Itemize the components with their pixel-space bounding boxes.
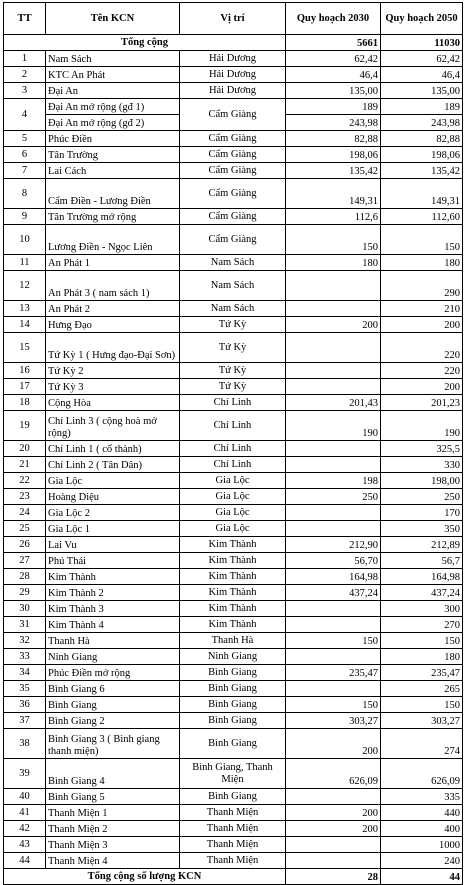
cell-location: Gia Lộc — [180, 505, 286, 521]
table-row — [4, 83, 463, 99]
cell-plan-2030 — [286, 617, 381, 633]
cell-location: Cẩm Giàng — [180, 163, 286, 179]
cell-location: Tứ Kỳ — [180, 333, 286, 363]
header-tt: TT — [4, 3, 46, 35]
cell-plan-2030: 149,31 — [286, 179, 381, 209]
cell-name: Gia Lộc — [46, 473, 180, 489]
cell-location: Gia Lộc — [180, 521, 286, 537]
cell-plan-2030 — [286, 853, 381, 869]
table-row — [4, 441, 463, 457]
cell-tt: 23 — [4, 489, 46, 505]
cell-plan-2030: 135,00 — [286, 83, 381, 99]
cell-tt: 37 — [4, 713, 46, 729]
cell-location: Ninh Giang — [180, 649, 286, 665]
cell-location: Chí Linh — [180, 441, 286, 457]
table-row — [4, 569, 463, 585]
cell-name: Kim Thành 2 — [46, 585, 180, 601]
table-row — [4, 759, 463, 789]
cell-plan-2050: 274 — [381, 729, 463, 759]
cell-location: Bình Giang — [180, 789, 286, 805]
cell-plan-2030: 243,98 — [286, 115, 381, 131]
table-row — [4, 649, 463, 665]
cell-plan-2030: 626,09 — [286, 759, 381, 789]
table-row — [4, 411, 463, 441]
cell-tt: 9 — [4, 209, 46, 225]
cell-plan-2050: 135,00 — [381, 83, 463, 99]
cell-plan-2050: 150 — [381, 225, 463, 255]
cell-name: Bình Giang 2 — [46, 713, 180, 729]
cell-plan-2050: 189 — [381, 99, 463, 115]
cell-tt: 36 — [4, 697, 46, 713]
cell-name: Gia Lộc 2 — [46, 505, 180, 521]
table-row — [4, 521, 463, 537]
table-row — [4, 317, 463, 333]
cell-location: Nam Sách — [180, 271, 286, 301]
cell-location: Bình Giang — [180, 665, 286, 681]
cell-plan-2030: 201,43 — [286, 395, 381, 411]
cell-plan-2030: 82,88 — [286, 131, 381, 147]
cell-plan-2030 — [286, 333, 381, 363]
table-row — [4, 363, 463, 379]
cell-location: Kim Thành — [180, 569, 286, 585]
table-row — [4, 729, 463, 759]
cell-tt: 27 — [4, 553, 46, 569]
table-row — [4, 553, 463, 569]
cell-location: Bình Giang — [180, 713, 286, 729]
cell-tt: 26 — [4, 537, 46, 553]
cell-name: Kim Thành 4 — [46, 617, 180, 633]
cell-plan-2050: 200 — [381, 379, 463, 395]
cell-tt: 16 — [4, 363, 46, 379]
table-row — [4, 821, 463, 837]
cell-tt: 42 — [4, 821, 46, 837]
total-label: Tổng cộng — [4, 35, 286, 51]
cell-tt: 31 — [4, 617, 46, 633]
cell-plan-2030 — [286, 441, 381, 457]
cell-name: Phúc Điền — [46, 131, 180, 147]
table-row — [4, 333, 463, 363]
cell-tt: 24 — [4, 505, 46, 521]
cell-plan-2030 — [286, 789, 381, 805]
cell-name: Cộng Hòa — [46, 395, 180, 411]
cell-location: Kim Thành — [180, 585, 286, 601]
cell-name: Hoàng Diệu — [46, 489, 180, 505]
cell-tt: 13 — [4, 301, 46, 317]
cell-name: Ninh Giang — [46, 649, 180, 665]
cell-name: Chí Linh 1 ( cổ thành) — [46, 441, 180, 457]
cell-tt: 44 — [4, 853, 46, 869]
cell-name: Tứ Kỳ 1 ( Hưng đạo-Đại Sơn) — [46, 333, 180, 363]
cell-name: Thanh Miện 2 — [46, 821, 180, 837]
cell-plan-2050: 198,00 — [381, 473, 463, 489]
cell-tt: 5 — [4, 131, 46, 147]
cell-tt: 8 — [4, 179, 46, 209]
cell-location: Thanh Hà — [180, 633, 286, 649]
cell-location: Cẩm Giàng — [180, 179, 286, 209]
cell-location: Tứ Kỳ — [180, 363, 286, 379]
cell-tt: 6 — [4, 147, 46, 163]
table-row — [4, 179, 463, 209]
header-location: Vị trí — [180, 3, 286, 35]
cell-plan-2030: 250 — [286, 489, 381, 505]
cell-plan-2050: 350 — [381, 521, 463, 537]
cell-plan-2030: 112,6 — [286, 209, 381, 225]
table-row — [4, 537, 463, 553]
cell-plan-2050: 170 — [381, 505, 463, 521]
table-row — [4, 271, 463, 301]
cell-plan-2050: 200 — [381, 317, 463, 333]
header-name: Tên KCN — [46, 3, 180, 35]
cell-plan-2030: 150 — [286, 697, 381, 713]
cell-plan-2050: 243,98 — [381, 115, 463, 131]
cell-plan-2030 — [286, 837, 381, 853]
table-row — [4, 713, 463, 729]
cell-plan-2050: 626,09 — [381, 759, 463, 789]
table-row — [4, 67, 463, 83]
cell-plan-2030 — [286, 457, 381, 473]
cell-tt: 7 — [4, 163, 46, 179]
cell-plan-2050: 335 — [381, 789, 463, 805]
cell-name: Thanh Miện 4 — [46, 853, 180, 869]
cell-tt: 38 — [4, 729, 46, 759]
cell-location: Hải Dương — [180, 83, 286, 99]
table-row — [4, 209, 463, 225]
cell-plan-2030 — [286, 681, 381, 697]
cell-tt: 34 — [4, 665, 46, 681]
cell-tt: 11 — [4, 255, 46, 271]
cell-name: Lai Vu — [46, 537, 180, 553]
cell-plan-2030 — [286, 363, 381, 379]
cell-location: Cẩm Giàng — [180, 225, 286, 255]
cell-plan-2050: 190 — [381, 411, 463, 441]
cell-tt: 12 — [4, 271, 46, 301]
cell-plan-2050: 201,23 — [381, 395, 463, 411]
cell-plan-2030: 212,90 — [286, 537, 381, 553]
cell-tt: 14 — [4, 317, 46, 333]
cell-name: Chí Linh 3 ( cộng hoà mở rộng) — [46, 411, 180, 441]
cell-plan-2030 — [286, 601, 381, 617]
cell-tt: 3 — [4, 83, 46, 99]
cell-plan-2050: 150 — [381, 633, 463, 649]
table-row — [4, 789, 463, 805]
cell-plan-2030: 437,24 — [286, 585, 381, 601]
cell-name: Tứ Kỳ 3 — [46, 379, 180, 395]
cell-tt: 4 — [4, 99, 46, 131]
cell-name: Bình Giang 5 — [46, 789, 180, 805]
table-row — [4, 585, 463, 601]
cell-tt: 25 — [4, 521, 46, 537]
cell-plan-2050: 290 — [381, 271, 463, 301]
cell-plan-2050: 180 — [381, 255, 463, 271]
cell-plan-2050: 1000 — [381, 837, 463, 853]
cell-plan-2030 — [286, 301, 381, 317]
cell-plan-2050: 303,27 — [381, 713, 463, 729]
cell-plan-2050: 180 — [381, 649, 463, 665]
cell-plan-2050: 149,31 — [381, 179, 463, 209]
table-row — [4, 697, 463, 713]
cell-plan-2050: 265 — [381, 681, 463, 697]
cell-location: Cẩm Giàng — [180, 209, 286, 225]
cell-tt: 18 — [4, 395, 46, 411]
footer-total-row — [4, 869, 463, 885]
cell-plan-2050: 235,47 — [381, 665, 463, 681]
cell-tt: 33 — [4, 649, 46, 665]
cell-location: Kim Thành — [180, 537, 286, 553]
cell-name: An Phát 1 — [46, 255, 180, 271]
cell-plan-2050: 220 — [381, 363, 463, 379]
cell-name: KTC An Phát — [46, 67, 180, 83]
cell-plan-2030 — [286, 379, 381, 395]
table-row — [4, 457, 463, 473]
cell-tt: 30 — [4, 601, 46, 617]
table-row — [4, 853, 463, 869]
cell-name: Kim Thành 3 — [46, 601, 180, 617]
cell-plan-2050: 164,98 — [381, 569, 463, 585]
table-row — [4, 665, 463, 681]
cell-name: Gia Lộc 1 — [46, 521, 180, 537]
cell-plan-2050: 150 — [381, 697, 463, 713]
cell-location: Cẩm Giàng — [180, 99, 286, 131]
table-row — [4, 379, 463, 395]
cell-location: Tứ Kỳ — [180, 317, 286, 333]
cell-location: Nam Sách — [180, 301, 286, 317]
cell-name: Thanh Miện 1 — [46, 805, 180, 821]
cell-name: An Phát 3 ( nam sách 1) — [46, 271, 180, 301]
cell-plan-2030: 164,98 — [286, 569, 381, 585]
cell-location: Cẩm Giàng — [180, 147, 286, 163]
header-plan-2050: Quy hoạch 2050 — [381, 3, 463, 35]
cell-plan-2050: 330 — [381, 457, 463, 473]
header-plan-2030: Quy hoạch 2030 — [286, 3, 381, 35]
cell-location: Chí Linh — [180, 457, 286, 473]
cell-plan-2050: 56,7 — [381, 553, 463, 569]
cell-tt: 29 — [4, 585, 46, 601]
footer-2030: 28 — [286, 869, 381, 885]
cell-plan-2030 — [286, 649, 381, 665]
cell-name: Phú Thái — [46, 553, 180, 569]
cell-plan-2050: 300 — [381, 601, 463, 617]
cell-tt: 22 — [4, 473, 46, 489]
cell-name: Kim Thành — [46, 569, 180, 585]
cell-tt: 21 — [4, 457, 46, 473]
cell-plan-2030 — [286, 521, 381, 537]
cell-location: Gia Lộc — [180, 489, 286, 505]
cell-plan-2030: 135,42 — [286, 163, 381, 179]
cell-location: Bình Giang — [180, 681, 286, 697]
footer-label: Tổng cộng số lượng KCN — [4, 869, 286, 885]
cell-plan-2030: 303,27 — [286, 713, 381, 729]
cell-name: Tứ Kỳ 2 — [46, 363, 180, 379]
cell-name: Tân Trường — [46, 147, 180, 163]
cell-plan-2050: 210 — [381, 301, 463, 317]
cell-plan-2030: 189 — [286, 99, 381, 115]
table-row — [4, 301, 463, 317]
cell-tt: 28 — [4, 569, 46, 585]
table-row — [4, 681, 463, 697]
cell-name: Hưng Đạo — [46, 317, 180, 333]
cell-tt: 40 — [4, 789, 46, 805]
cell-name: Bình Giang — [46, 697, 180, 713]
cell-tt: 1 — [4, 51, 46, 67]
cell-plan-2050: 198,06 — [381, 147, 463, 163]
cell-plan-2030: 235,47 — [286, 665, 381, 681]
cell-tt: 2 — [4, 67, 46, 83]
cell-tt: 39 — [4, 759, 46, 789]
cell-tt: 19 — [4, 411, 46, 441]
cell-location: Bình Giang, Thanh Miện — [180, 759, 286, 789]
cell-tt: 43 — [4, 837, 46, 853]
cell-name: Thanh Miện 3 — [46, 837, 180, 853]
cell-plan-2030: 200 — [286, 317, 381, 333]
cell-name: Lương Điền - Ngọc Liên — [46, 225, 180, 255]
table-row — [4, 617, 463, 633]
cell-plan-2030: 56,70 — [286, 553, 381, 569]
total-2050: 11030 — [381, 35, 463, 51]
cell-location: Tứ Kỳ — [180, 379, 286, 395]
cell-plan-2050: 437,24 — [381, 585, 463, 601]
table-row — [4, 837, 463, 853]
table-row — [4, 633, 463, 649]
cell-plan-2050: 270 — [381, 617, 463, 633]
cell-location: Thanh Miện — [180, 837, 286, 853]
cell-tt: 17 — [4, 379, 46, 395]
cell-location: Bình Giang — [180, 729, 286, 759]
cell-plan-2050: 240 — [381, 853, 463, 869]
table-body — [4, 35, 463, 885]
cell-tt: 10 — [4, 225, 46, 255]
cell-location: Gia Lộc — [180, 473, 286, 489]
cell-location: Chí Linh — [180, 395, 286, 411]
table-row — [4, 163, 463, 179]
table-row — [4, 255, 463, 271]
cell-name: Cẩm Điền - Lương Điền — [46, 179, 180, 209]
table-row — [4, 99, 463, 115]
cell-plan-2030: 200 — [286, 821, 381, 837]
table-row — [4, 505, 463, 521]
table-row — [4, 147, 463, 163]
cell-plan-2050: 82,88 — [381, 131, 463, 147]
cell-plan-2050: 135,42 — [381, 163, 463, 179]
cell-plan-2030: 62,42 — [286, 51, 381, 67]
cell-plan-2030: 200 — [286, 729, 381, 759]
cell-plan-2050: 112,60 — [381, 209, 463, 225]
table-row — [4, 805, 463, 821]
cell-location: Thanh Miện — [180, 805, 286, 821]
cell-tt: 35 — [4, 681, 46, 697]
cell-name: Chí Linh 2 ( Tân Dân) — [46, 457, 180, 473]
cell-name: Đại An mở rộng (gđ 2) — [46, 115, 180, 131]
cell-plan-2030: 150 — [286, 225, 381, 255]
cell-location: Hải Dương — [180, 51, 286, 67]
footer-2050: 44 — [381, 869, 463, 885]
cell-name: Đại An mở rộng (gđ 1) — [46, 99, 180, 115]
table-row — [4, 601, 463, 617]
cell-plan-2050: 62,42 — [381, 51, 463, 67]
total-row — [4, 35, 463, 51]
cell-location: Kim Thành — [180, 553, 286, 569]
cell-tt: 32 — [4, 633, 46, 649]
table-row — [4, 473, 463, 489]
kcn-planning-table — [3, 2, 463, 885]
header-row — [4, 3, 463, 35]
cell-name: Nam Sách — [46, 51, 180, 67]
cell-location: Kim Thành — [180, 601, 286, 617]
cell-plan-2030: 200 — [286, 805, 381, 821]
table-row — [4, 225, 463, 255]
cell-plan-2030 — [286, 505, 381, 521]
cell-plan-2050: 440 — [381, 805, 463, 821]
cell-name: Thanh Hà — [46, 633, 180, 649]
cell-location: Kim Thành — [180, 617, 286, 633]
cell-tt: 20 — [4, 441, 46, 457]
cell-tt: 15 — [4, 333, 46, 363]
table-row — [4, 489, 463, 505]
total-2030: 5661 — [286, 35, 381, 51]
cell-name: Lai Cách — [46, 163, 180, 179]
cell-location: Bình Giang — [180, 697, 286, 713]
table-row — [4, 51, 463, 67]
cell-plan-2030: 198,06 — [286, 147, 381, 163]
table-row — [4, 395, 463, 411]
cell-location: Chí Linh — [180, 411, 286, 441]
cell-name: Tân Trường mở rộng — [46, 209, 180, 225]
cell-plan-2050: 400 — [381, 821, 463, 837]
cell-name: An Phát 2 — [46, 301, 180, 317]
cell-plan-2050: 220 — [381, 333, 463, 363]
cell-plan-2030: 198 — [286, 473, 381, 489]
cell-location: Thanh Miện — [180, 853, 286, 869]
cell-tt: 41 — [4, 805, 46, 821]
cell-plan-2030: 150 — [286, 633, 381, 649]
cell-plan-2030 — [286, 271, 381, 301]
cell-location: Cẩm Giàng — [180, 131, 286, 147]
cell-plan-2050: 250 — [381, 489, 463, 505]
cell-plan-2030: 180 — [286, 255, 381, 271]
cell-plan-2050: 325,5 — [381, 441, 463, 457]
cell-plan-2030: 190 — [286, 411, 381, 441]
table-row — [4, 131, 463, 147]
cell-plan-2050: 46,4 — [381, 67, 463, 83]
cell-name: Bình Giang 4 — [46, 759, 180, 789]
cell-name: Phúc Điền mở rộng — [46, 665, 180, 681]
cell-name: Đại An — [46, 83, 180, 99]
cell-location: Thanh Miện — [180, 821, 286, 837]
cell-plan-2030: 46,4 — [286, 67, 381, 83]
cell-name: Bình Giang 6 — [46, 681, 180, 697]
cell-name: Bình Giang 3 ( Bình giang thanh miện) — [46, 729, 180, 759]
cell-location: Hải Dương — [180, 67, 286, 83]
cell-plan-2050: 212,89 — [381, 537, 463, 553]
cell-location: Nam Sách — [180, 255, 286, 271]
